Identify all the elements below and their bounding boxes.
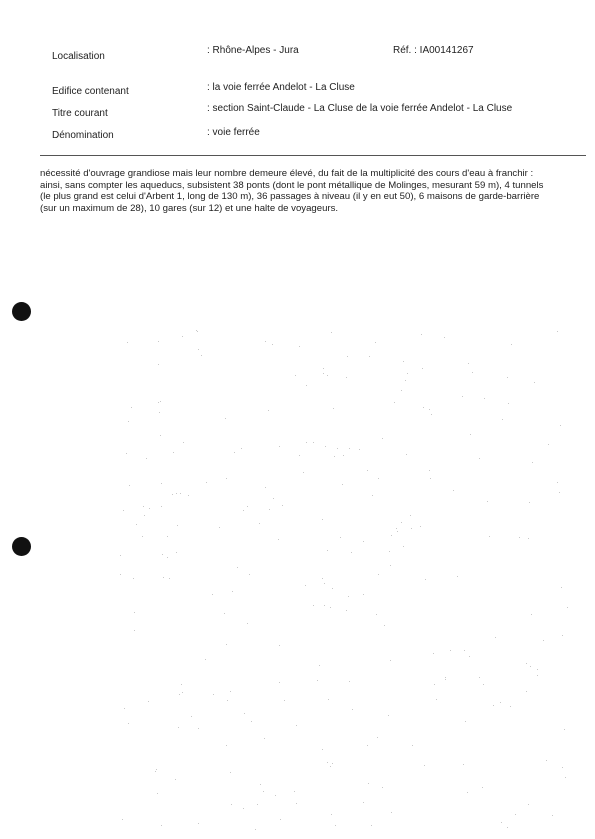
scan-speck [394, 402, 395, 403]
scan-speck [230, 691, 231, 692]
scan-speck [363, 802, 364, 803]
scan-speck [259, 523, 260, 524]
scan-speck [264, 738, 265, 739]
scan-speck [333, 408, 334, 409]
scan-speck [450, 650, 451, 651]
scan-speck [368, 783, 369, 784]
scan-speck [559, 492, 560, 493]
scan-speck [342, 484, 343, 485]
localisation-label: Localisation [52, 51, 105, 62]
scan-speck [548, 444, 549, 445]
scan-speck [173, 452, 174, 453]
scan-speck [530, 666, 531, 667]
scan-speck [529, 502, 530, 503]
scan-speck [552, 815, 553, 816]
scan-speck [363, 594, 364, 595]
scan-speck [510, 706, 511, 707]
scan-speck [191, 716, 192, 717]
scan-speck [167, 536, 168, 537]
scan-speck [346, 377, 347, 378]
scan-speck [146, 458, 147, 459]
scan-speck [462, 396, 463, 397]
scan-speck [279, 446, 280, 447]
scan-speck [340, 537, 341, 538]
scan-speck [255, 829, 256, 830]
scan-speck [397, 531, 398, 532]
scan-speck [169, 578, 170, 579]
scan-speck [567, 607, 568, 608]
scan-speck [213, 694, 214, 695]
scan-speck [237, 567, 238, 568]
scan-speck [377, 737, 378, 738]
scan-speck [359, 449, 360, 450]
scan-speck [188, 495, 189, 496]
scan-speck [126, 453, 127, 454]
scan-speck [501, 822, 502, 823]
scan-speck [557, 482, 558, 483]
scan-speck [330, 766, 331, 767]
scan-speck [161, 825, 162, 826]
scan-speck [244, 713, 245, 714]
scan-speck [142, 536, 143, 537]
header-divider [40, 155, 586, 156]
scan-speck [371, 825, 372, 826]
titre-label: Titre courant [52, 108, 108, 119]
scan-speck [198, 823, 199, 824]
scan-speck [406, 454, 407, 455]
scan-speck [158, 341, 159, 342]
scan-speck [322, 749, 323, 750]
scan-speck [306, 442, 307, 443]
scan-speck [423, 407, 424, 408]
scan-speck [391, 812, 392, 813]
scan-speck [457, 576, 458, 577]
scan-speck [424, 765, 425, 766]
scan-speck [334, 456, 335, 457]
scan-speck [144, 515, 145, 516]
scan-speck [482, 787, 483, 788]
scan-speck [382, 438, 383, 439]
scan-speck [352, 709, 353, 710]
scan-speck [319, 665, 320, 666]
scan-speck [198, 728, 199, 729]
scan-speck [445, 677, 446, 678]
scan-speck [479, 677, 480, 678]
scan-speck [299, 455, 300, 456]
scan-speck [376, 614, 377, 615]
scan-speck [331, 814, 332, 815]
scan-speck [429, 470, 430, 471]
scan-speck [175, 779, 176, 780]
scan-speck [508, 403, 509, 404]
scan-speck [348, 596, 349, 597]
scan-speck [122, 819, 123, 820]
scan-speck [420, 526, 421, 527]
scan-speck [507, 377, 508, 378]
scan-speck [565, 777, 566, 778]
scan-speck [531, 614, 532, 615]
scan-speck [546, 760, 547, 761]
scan-speck [295, 375, 296, 376]
scan-speck [127, 342, 128, 343]
scan-speck [120, 555, 121, 556]
scan-speck [467, 792, 468, 793]
scan-speck [306, 385, 307, 386]
scan-speck [201, 355, 202, 356]
scan-speck [351, 552, 352, 553]
scan-speck [128, 421, 129, 422]
scan-speck [322, 578, 323, 579]
scan-speck [160, 401, 161, 402]
scan-speck [162, 554, 163, 555]
scan-speck [483, 684, 484, 685]
scan-speck [349, 681, 350, 682]
scan-speck [436, 699, 437, 700]
scan-speck [411, 528, 412, 529]
scan-speck [158, 364, 159, 365]
scan-speck [472, 372, 473, 373]
scan-speck [519, 537, 520, 538]
scan-speck [463, 764, 464, 765]
scan-speck [260, 784, 261, 785]
scan-speck [249, 574, 250, 575]
scan-speck [197, 331, 198, 332]
scan-speck [212, 594, 213, 595]
scan-speck [282, 505, 283, 506]
scan-speck [433, 653, 434, 654]
scan-speck [280, 819, 281, 820]
scan-speck [160, 435, 161, 436]
scan-speck [131, 407, 132, 408]
scan-speck [172, 494, 173, 495]
scan-speck [167, 557, 168, 558]
scan-speck [331, 332, 332, 333]
scan-speck [226, 644, 227, 645]
scan-speck [369, 356, 370, 357]
scan-speck [231, 804, 232, 805]
scan-speck [325, 446, 326, 447]
scan-speck [275, 795, 276, 796]
scan-speck [134, 612, 135, 613]
scan-speck [401, 522, 402, 523]
scan-speck [537, 669, 538, 670]
scan-speck [347, 356, 348, 357]
scan-speck [372, 495, 373, 496]
edifice-value: : la voie ferrée Andelot - La Cluse [207, 82, 355, 93]
scan-speck [322, 519, 323, 520]
scan-speck [375, 342, 376, 343]
scan-speck [324, 583, 325, 584]
scan-speck [148, 701, 149, 702]
scan-speck [327, 762, 328, 763]
scan-speck [401, 390, 402, 391]
scan-speck [263, 791, 264, 792]
scan-speck [265, 487, 266, 488]
scan-speck [251, 721, 252, 722]
scan-speck [224, 613, 225, 614]
scan-speck [384, 625, 385, 626]
scan-speck [323, 373, 324, 374]
scan-speck [136, 524, 137, 525]
scan-speck [327, 550, 328, 551]
scan-speck [129, 485, 130, 486]
scan-speck [557, 331, 558, 332]
scan-speck [279, 645, 280, 646]
scan-speck [161, 506, 162, 507]
scan-speck [181, 684, 182, 685]
scan-speck [143, 506, 144, 507]
scan-speck [226, 478, 227, 479]
scan-speck [219, 527, 220, 528]
scan-speck [502, 419, 503, 420]
scan-speck [327, 375, 328, 376]
scan-speck [243, 808, 244, 809]
scan-speck [562, 767, 563, 768]
scan-speck [444, 337, 445, 338]
scan-speck [323, 368, 324, 369]
scan-speck [265, 341, 266, 342]
denomination-value: : voie ferrée [207, 127, 260, 138]
scan-speck [303, 472, 304, 473]
scan-speck [133, 578, 134, 579]
scan-speck [464, 650, 465, 651]
reference-number: Réf. : IA00141267 [393, 45, 474, 56]
scan-speck [296, 803, 297, 804]
scan-speck [177, 525, 178, 526]
scan-speck [124, 708, 125, 709]
scan-speck [179, 694, 180, 695]
scan-speck [515, 814, 516, 815]
scan-speck [183, 442, 184, 443]
scan-speck [470, 434, 471, 435]
scan-speck [332, 588, 333, 589]
scan-speck [182, 336, 183, 337]
scan-speck [388, 715, 389, 716]
scan-speck [332, 763, 333, 764]
scan-speck [247, 506, 248, 507]
scan-speck [180, 493, 181, 494]
scan-speck [268, 410, 269, 411]
scan-speck [445, 679, 446, 680]
scan-speck [247, 623, 248, 624]
scan-speck [284, 700, 285, 701]
scan-speck [313, 605, 314, 606]
punch-hole-bottom [12, 537, 31, 556]
scan-speck [431, 414, 432, 415]
scan-speck [349, 448, 350, 449]
scan-speck [330, 607, 331, 608]
scan-speck [526, 663, 527, 664]
scan-speck [157, 793, 158, 794]
scan-speck [434, 684, 435, 685]
scan-speck [149, 508, 150, 509]
scan-speck [176, 552, 177, 553]
scan-speck [391, 535, 392, 536]
scan-speck [346, 610, 347, 611]
scan-speck [257, 804, 258, 805]
denomination-label: Dénomination [52, 130, 114, 141]
body-paragraph: nécessité d'ouvrage grandiose mais leur nombre demeure élevé, du fait de la multiplicité des cours d'eau à franchir : ainsi, sans compter les aqueducs, subsistent 38 ponts (dont le pont métallique de Molinges, mesurant 59 m), 4 tunnels (le plus grand est celui d'Arbent 1, long de 130 m), 36 passages à niveau (il y en eut 50), 6 maisons de garde-barrière (sur un maximum de 28), 10 gares (sur 12) et une halte de voyageurs. [40, 168, 544, 214]
scan-speck [425, 579, 426, 580]
scan-speck [493, 705, 494, 706]
scan-speck [317, 680, 318, 681]
scan-speck [389, 551, 390, 552]
scan-speck [495, 637, 496, 638]
scan-speck [155, 771, 156, 772]
scan-speck [412, 745, 413, 746]
scan-speck [564, 729, 565, 730]
scan-speck [324, 605, 325, 606]
scan-speck [561, 587, 562, 588]
scan-speck [163, 577, 164, 578]
scan-speck [182, 692, 183, 693]
scan-speck [378, 478, 379, 479]
scan-speck [134, 630, 135, 631]
scan-speck [403, 361, 404, 362]
scan-speck [296, 725, 297, 726]
scan-speck [403, 546, 404, 547]
scan-speck [363, 541, 364, 542]
scan-speck [227, 700, 228, 701]
scan-speck [378, 574, 379, 575]
scan-speck [405, 380, 406, 381]
scan-speck [205, 659, 206, 660]
scan-speck [367, 745, 368, 746]
scan-speck [421, 334, 422, 335]
scan-speck [123, 510, 124, 511]
scan-speck [198, 349, 199, 350]
scan-speck [161, 483, 162, 484]
scan-speck [234, 452, 235, 453]
scan-speck [507, 827, 508, 828]
scan-speck [560, 425, 561, 426]
punch-hole-top [12, 302, 31, 321]
scan-speck [176, 493, 177, 494]
scan-speck [526, 691, 527, 692]
scan-speck [487, 501, 488, 502]
scan-speck [279, 682, 280, 683]
scan-speck [294, 791, 295, 792]
scan-speck [453, 490, 454, 491]
scan-speck [337, 448, 338, 449]
scan-speck [178, 727, 179, 728]
localisation-value: : Rhône-Alpes - Jura [207, 45, 299, 56]
scan-speck [469, 656, 470, 657]
scan-speck [305, 585, 306, 586]
scan-speck [489, 536, 490, 537]
scan-speck [226, 745, 227, 746]
scan-speck [335, 825, 336, 826]
scan-speck [158, 402, 159, 403]
scan-speck [230, 772, 231, 773]
scan-speck [390, 660, 391, 661]
scan-speck [422, 368, 423, 369]
scan-speck [410, 515, 411, 516]
scan-speck [120, 574, 121, 575]
scan-speck [206, 482, 207, 483]
scan-speck [382, 787, 383, 788]
scan-speck [390, 565, 391, 566]
scan-speck [343, 455, 344, 456]
scan-speck [232, 591, 233, 592]
scan-speck [241, 448, 242, 449]
scan-speck [159, 412, 160, 413]
edifice-label: Edifice contenant [52, 86, 129, 97]
scan-speck [313, 442, 314, 443]
scan-speck [465, 721, 466, 722]
scan-speck [269, 509, 270, 510]
scan-speck [468, 363, 469, 364]
scan-speck [225, 418, 226, 419]
scan-speck [562, 635, 563, 636]
scan-speck [396, 528, 397, 529]
scan-speck [500, 702, 501, 703]
titre-value: : section Saint-Claude - La Cluse de la voie ferrée Andelot - La Cluse [207, 103, 513, 114]
scan-speck [243, 510, 244, 511]
scan-speck [511, 344, 512, 345]
scan-speck [484, 398, 485, 399]
scan-speck [367, 470, 368, 471]
scan-speck [299, 346, 300, 347]
scan-speck [328, 699, 329, 700]
scan-speck [528, 804, 529, 805]
scan-speck [528, 538, 529, 539]
scan-speck [534, 382, 535, 383]
scan-speck [128, 723, 129, 724]
scan-speck [543, 640, 544, 641]
scan-speck [407, 373, 408, 374]
scan-speck [532, 462, 533, 463]
scan-speck [272, 344, 273, 345]
scan-speck [479, 458, 480, 459]
scan-speck [429, 409, 430, 410]
scan-speck [278, 539, 279, 540]
scan-speck [430, 478, 431, 479]
scan-speck [537, 675, 538, 676]
scan-speck [273, 498, 274, 499]
